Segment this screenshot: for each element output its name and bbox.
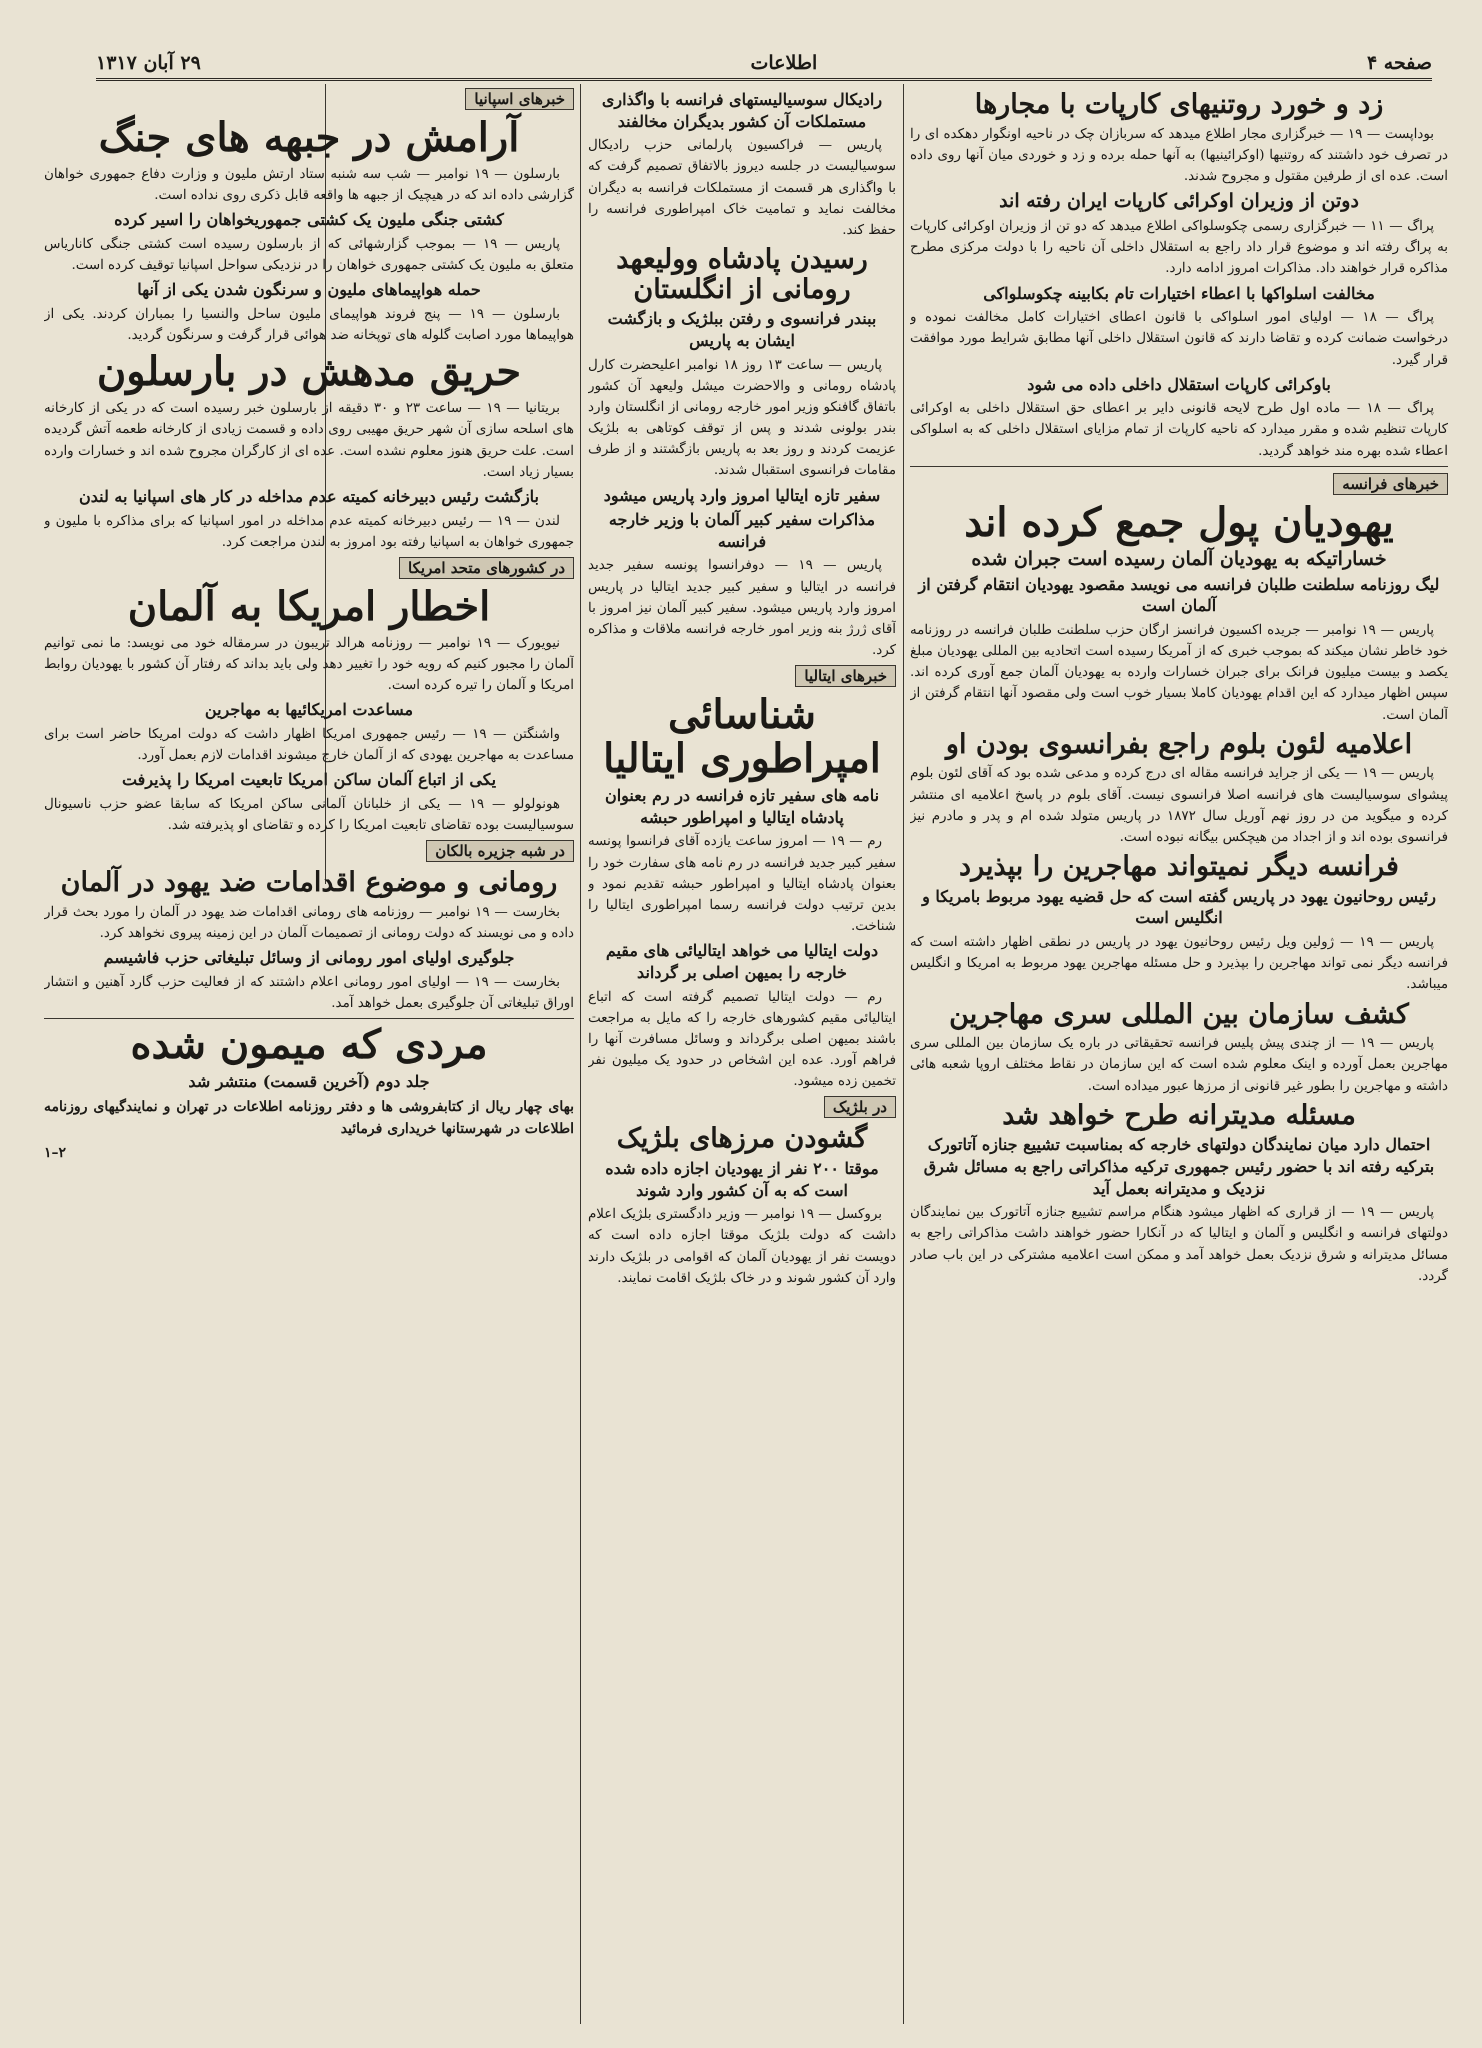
headline-usa-warning: اخطار امریکا به آلمان [127, 582, 491, 630]
footer-code: ۲–۱ [44, 1145, 67, 1162]
headline-karpat-autonomy: باوکرائی کارپات استقلال داخلی داده می شود [1027, 374, 1331, 394]
headline-blum: اعلامیه لئون بلوم راجع بفرانسوی بودن او [945, 728, 1413, 760]
headline-jews: یهودیان پول جمع کرده اند [964, 498, 1394, 546]
headline-italian-ambassador: سفیر تازه ایتالیا امروز وارد پاریس میشود [603, 485, 881, 505]
right-column [910, 86, 1448, 2016]
headline-slovak: مخالفت اسلواکها با اعطاء اختیارات تام بکابینه چکوسلواکی [983, 283, 1375, 303]
subheadline-romanian-king: ببندر فرانسوی و رفتن ببلژیک و بازگشت ایشان به پاریس [607, 309, 877, 351]
headline-belgian-borders: گشودن مرزهای بلژیک [616, 1123, 868, 1155]
article-belgian-borders: بروکسل — ۱۹ نوامبر — وزیر دادگستری بلژیک اعلام داشت که دولت بلژیک موقتا اجازه داده است که دویست نفر از یهودیان آلمان که اقوامی در بلژیک دارند وارد آن کشور شوند و در خاک بلژیک اقامت نمایند. [588, 1207, 896, 1286]
subheadline-jews: خساراتیکه به یهودیان آلمان رسیده است جبران شده [971, 547, 1387, 570]
article-usa-citizenship: هونولولو — ۱۹ — یکی از خلبانان آلمانی ساکن امریکا که سابقا عضو حزب ناسیونال سوسیالیست بوده تقاضای تابعیت امریکا را کرده و تقاضای او پذیرفته شد. [44, 796, 574, 834]
article-romania-fascism: بخارست — ۱۹ — اولیای امور رومانی اعلام داشتند که از فعالیت حزب گارد آهنین و انتشار اوراق تبلیغاتی آن جلوگیری بعمل خواهد آمد. [44, 974, 574, 1012]
subheadline-belgian-borders: موقتا ۲۰۰ نفر از یهودیان اجازه داده شده است که به آن کشور وارد شوند [605, 1159, 879, 1200]
article-usa-warning: نیویورک — ۱۹ نوامبر — روزنامه هرالد تریبون در سرمقاله خود می نویسد: ما نمی توانیم آلمان را مجبور کنیم که رویه خود را تغییر دهد ولی باید بداند که رفتار آن کشور با یهودیان روابط امریکا و آلمان را تیره کرده است. [44, 635, 574, 694]
headline-barcelona-fire: حریق مدهش در بارسلون [96, 348, 522, 396]
article-secret-org: پاریس — ۱۹ — از چندی پیش پلیس فرانسه تحقیقاتی در باره یک سازمان بین المللی سری مهاجرین بعمل آورده و اینک معلوم شده است که این سازمان در نقاط مختلف اروپا شعبه هائی داشته و مهاجرین را بطور غیر قانونی از مرزها عبور میداده است. [910, 1036, 1448, 1094]
paper-name: اطلاعات [750, 52, 818, 74]
subheadline-france-refugees: رئیس روحانیون یهود در پاریس گفته است که حل قضیه یهود مربوط بامریکا و انگلیس است [922, 886, 1436, 928]
headline-spain-front: آرامش در جبهه های جنگ [98, 114, 520, 161]
article-spain-front: بارسلون — ۱۹ نوامبر — شب سه شنبه ستاد ارتش ملیون و وزارت دفاع جمهوری خواهان گزارشی داده اند که در هیچیک از جبهه ها واقعه قابل ذکری روی نداده است. [44, 167, 574, 204]
article-italian-ambassador: پاریس — ۱۹ — دوفرانسوا پونسه سفیر جدید فرانسه در ایتالیا و سفیر کبیر جدید ایتالیا در پاریس امروز وارد پاریس میشود. سفیر کبیر آلمان نیز امروز با آقای ژرژ بنه وزیر امور خارجه فرانسه ملاقات و مذاکره کرد. [588, 558, 896, 659]
headline-romanian-king: رسیدن پادشاه وولیعهد رومانی از انگلستان [616, 244, 868, 305]
article-france-refugees: پاریس — ۱۹ — ژولین ویل رئیس روحانیون یهود در پاریس در نطقی اظهار داشته است که فرانسه دیگر نمی تواند مهاجرین را بپذیرد و حل مسئله مهاجرین یهود مربوط به امریکا و انگلیس میباشد. [910, 935, 1448, 993]
advert-book-title: مردی که میمون شده [130, 1021, 488, 1069]
article-romania-jews: بخارست — ۱۹ نوامبر — روزنامه های رومانی اقدامات ضد یهود در آلمان را مورد بحث قرار داده و می نویسند که دولت رومانی از تصمیمات آلمان در این زمینه پیروی نخواهد کرد. [44, 904, 574, 942]
masthead [96, 48, 1432, 81]
headline-karpat: زد و خورد روتنیهای کارپات با مجارها [974, 89, 1384, 120]
article-karpat-autonomy: پراگ — ۱۸ — ماده اول طرح لایحه قانونی دایر بر اعطای حق استقلال داخلی به اوکرائی کارپات تنظیم شده و مقرر میدارد که ناحیه کارپات از تمام مزایای استقلال داخلی که به اسلواکی اعطاء شده بهره مند خواهد گردید. [910, 401, 1448, 459]
headline-italian-empire: شناسائی امپراطوری ایتالیا [603, 691, 881, 783]
headline-radicals: رادیکال سوسیالیستهای فرانسه با واگذاری مستملکات آن کشور بدیگران مخالفند [601, 90, 883, 131]
article-karpat: بوداپست — ۱۹ — خبرگزاری مجار اطلاع میدهد که سربازان چک در ناحیه اونگوار دهکده ای را در تصرف خود داشتند که روتنیها (اوکرائینیها) به آنها حمله برده و زد و خوردی میان آنها روی داده است. عده ای از طرفین مقتول و مجروح شدند. [910, 126, 1448, 185]
article-slovak: پراگ — ۱۸ — اولیای امور اسلواکی با قانون اعطای اختیارات کامل مخالفت نموده و درخواست ضمانت کرده و تقاضا دارند که قانون استقلال داخلی آنها مطابق شرایط مورد موافقت قرار گیرد. [910, 310, 1448, 368]
article-blum: پاریس — ۱۹ — یکی از جراید فرانسه مقاله ای درج کرده و مدعی شده بود که آقای لئون بلوم پیشوای سوسیالیست های فرانسه اصلا فرانسوی نیست. آقای بلوم در پاسخ اعلامیه ای منتشر کرده و میگوید من در روز نهم آوریل سال ۱۸۷۲ در پاریس متولد شده ام و پدر و مادرم نیز فرانسوی بوده اند و از اجداد من هیچکس بیگانه نبوده است. [910, 766, 1448, 845]
headline-ukraine: دوتن از وزیران اوکرائی کارپات ایران رفته اند [999, 190, 1359, 213]
article-usa-refugees: واشنگتن — ۱۹ — رئیس جمهوری امریکا اظهار داشت که دولت امریکا حاضر است برای مساعدت به مهاجرین یهودی که از آلمان خارج میشوند اقدامات لازم بعمل آورد. [44, 726, 574, 764]
article-jews: پاریس — ۱۹ نوامبر — جریده اکسیون فرانسز ارگان حزب سلطنت طلبان فرانسه در روزنامه خود خاطر نشان میکند که بموجب خبری که از آمریکا رسیده است اتحادیه بین المللی یهودیان مبلغ یکصد و بیست میلیون فرانک برای جبران خسارات وارده به یهودیان آلمان جمع آوری کرده اند. سپس اظهار میدارد که این اقدام یهودیان کاملا بسیار خوب است ولی مقصود آنها انتقام گرفتن از آلمان است. [910, 622, 1448, 723]
headline-secret-org: کشف سازمان بین المللی سری مهاجرین [949, 998, 1409, 1030]
left-column [44, 86, 574, 2016]
subheadline-usa-refugees: مساعدت امریکائیها به مهاجرین [204, 700, 414, 720]
column-rule [903, 84, 904, 2024]
article-committee: لندن — ۱۹ — رئیس دبیرخانه کمیته عدم مداخله در امور اسپانیا که برای مذاکره با ملیون و جمهوری خواهان به اسپانیا رفته بود امروز به لندن مراجعت کرد. [44, 513, 574, 550]
subheadline-spain-planes: حمله هواپیماهای ملیون و سرنگون شدن یکی از آنها [137, 280, 481, 300]
section-label-balkan: در شبه جزیره بالکان [426, 840, 574, 862]
article-barcelona-fire: بریتانیا — ۱۹ — ساعت ۲۳ و ۳۰ دقیقه از بارسلون خبر رسیده است که در یکی از کارخانه های اسلحه سازی آن شهر حریق مهیبی روی داده و قسمت زیادی از کارخانه طعمه آتش گردیده است. علت حریق هنوز معلوم نشده است. عده ای از کارگران مجروح شده اند و خسارات وارده بسیار زیاد است. [44, 401, 574, 480]
column-rule [580, 84, 581, 2024]
issue-date: ۲۹ آبان ۱۳۱۷ [96, 52, 201, 74]
section-label-usa: در کشورهای متحد امریکا [399, 557, 574, 579]
article-mediterranean: پاریس — ۱۹ — از قراری که اظهار میشود هنگام مراسم تشییع جنازه آتاتورک بین نمایندگان دولتهای فرانسه و انگلیس و آلمان و ایتالیا که در آنکارا حضور خواهند داشت مذاکراتی راجع به مسائل مدیترانه و شرق نزدیک بعمل خواهد آمد و ممکن است اعلامیه مشترکی در این باب صادر گردد. [910, 1205, 1448, 1284]
subheadline-mediterranean: احتمال دارد میان نمایندگان دولتهای خارجه که بمناسبت تشییع جنازه آتاتورک بترکیه رفته اند با حضور رئیس جمهوری ترکیه مذاکراتی راجع به مسائل شرق نزدیک و مدیترانه بعمل آید [923, 1135, 1435, 1198]
subheadline-spain-ship: کشتی جنگی ملیون یک کشتی جمهوریخواهان را اسیر کرده [114, 210, 504, 230]
subheadline-usa-citizenship: یکی از اتباع آلمان ساکن امریکا تابعیت امریکا را پذیرفت [121, 770, 497, 790]
subheadline-committee: بازگشت رئیس دبیرخانه کمیته عدم مداخله در کار های اسپانیا به لندن [79, 486, 539, 506]
section-label-france: خبرهای فرانسه [1333, 473, 1448, 495]
article-spain-ship: پاریس — ۱۹ — بموجب گزارشهائی که از بارسلون رسیده است کشتی جنگی کانارياس متعلق به ملیون یک کشتی جمهوری خواهان را در نزدیکی سواحل اسپانیا توقیف کرده است. [44, 236, 574, 274]
section-label-belgium: در بلژیک [824, 1096, 896, 1118]
middle-column [588, 86, 896, 2016]
article-italians-abroad: رم — دولت ایتالیا تصمیم گرفته است که اتباع ایتالیائی مقیم کشورهای خارجه را که مایل به مراجعت باشند بمیهن اصلی برگرداند و وسائل مسافرت آنها را فراهم آورد. عده این اشخاص در حدود یک میلیون نفر تخمین زده میشود. [588, 989, 896, 1090]
advert-book-subtitle: جلد دوم (آخرین قسمت) منتشر شد [188, 1072, 430, 1092]
subheadline-romania-fascism: جلوگیری اولیای امور رومانی از وسائل تبلیغاتی حزب فاشیسم [103, 948, 515, 968]
section-label-italy: خبرهای ایتالیا [795, 665, 896, 687]
advert-book-text: بهای چهار ریال از کتابفروشی ها و دفتر روزنامه اطلاعات در تهران و نمایندگیهای روزنامه اطلاعات در شهرستانها خریداری فرمائید [44, 1098, 574, 1137]
subheadline-jews-2: لیگ روزنامه سلطنت طلبان فرانسه می نویسد مقصود یهودیان انتقام گرفتن از آلمان است [918, 574, 1440, 616]
section-label-spain: خبرهای اسپانیا [465, 88, 574, 110]
headline-mediterranean: مسئله مدیترانه طرح خواهد شد [1002, 1099, 1356, 1131]
page-label: صفحه ۴ [1366, 52, 1432, 74]
article-ukraine: پراگ — ۱۱ — خبرگزاری رسمی چکوسلواکی اطلاع میدهد که دو تن از وزیران اوکرائی کارپات به پراگ رفته اند و موضوع قرار داد راجع به استقلال داخلی آن ناحیه را با دولت مرکزی مطرح مذاکره قرار خواهند داد. مذاکرات امروز ادامه دارد. [910, 219, 1448, 277]
headline-france-refugees: فرانسه دیگر نمیتواند مهاجرین را بپذیرد [959, 851, 1399, 883]
headline-italians-abroad: دولت ایتالیا می خواهد ایتالیائی های مقیم خارجه را بمیهن اصلی بر گرداند [605, 941, 879, 982]
article-italian-empire: رم — ۱۹ — امروز ساعت یازده آقای فرانسوا پونسه سفیر کبیر جدید فرانسه در رم نامه های سفارت خود را بعنوان پادشاه ایتالیا و امپراطور حبشه تقدیم نمود و بدین ترتیب دولت فرانسه رسما امپراطوری ایتالیا را شناخت. [588, 834, 896, 935]
subheadline-italian-empire: نامه های سفیر تازه فرانسه در رم بعنوان پادشاه ایتالیا و امپراطور حبشه [604, 786, 880, 827]
subheadline-italian-ambassador: مذاکرات سفیر کبیر آلمان با وزیر خارجه فرانسه [608, 510, 876, 551]
article-romanian-king: پاریس — ساعت ۱۳ روز ۱۸ نوامبر اعلیحضرت کارل پادشاه رومانی و والاحضرت میشل ولیعهد آن کشور باتفاق گافنکو وزیر امور خارجه رومانی از انگلستان وارد بندر بولونی شدند و پس از توقف کوتاهی به بلژیک عزیمت کردند و روز بعد به پاریس بازگشتند و از طرف مقامات فرانسوی استقبال شدند. [588, 357, 896, 479]
headline-romania-jews: رومانی و موضوع اقدامات ضد یهود در آلمان [60, 867, 558, 899]
article-radicals: پاریس — فراکسیون پارلمانی حزب رادیکال سوسیالیست در جلسه دیروز بالاتفاق تصمیم گرفت که با واگذاری هر قسمت از مستملکات فرانسه به دیگران مخالفت نماید و تمامیت خاک امپراطوری فرانسه را حفظ کند. [588, 138, 896, 238]
article-spain-planes: بارسلون — ۱۹ — پنج فروند هواپیمای ملیون ساحل والنسیا را بمباران کردند. یکی از هواپیماها مورد اصابت گلوله های توپخانه ضد هوائی قرار گرفت و سرنگون گردید. [44, 306, 574, 344]
